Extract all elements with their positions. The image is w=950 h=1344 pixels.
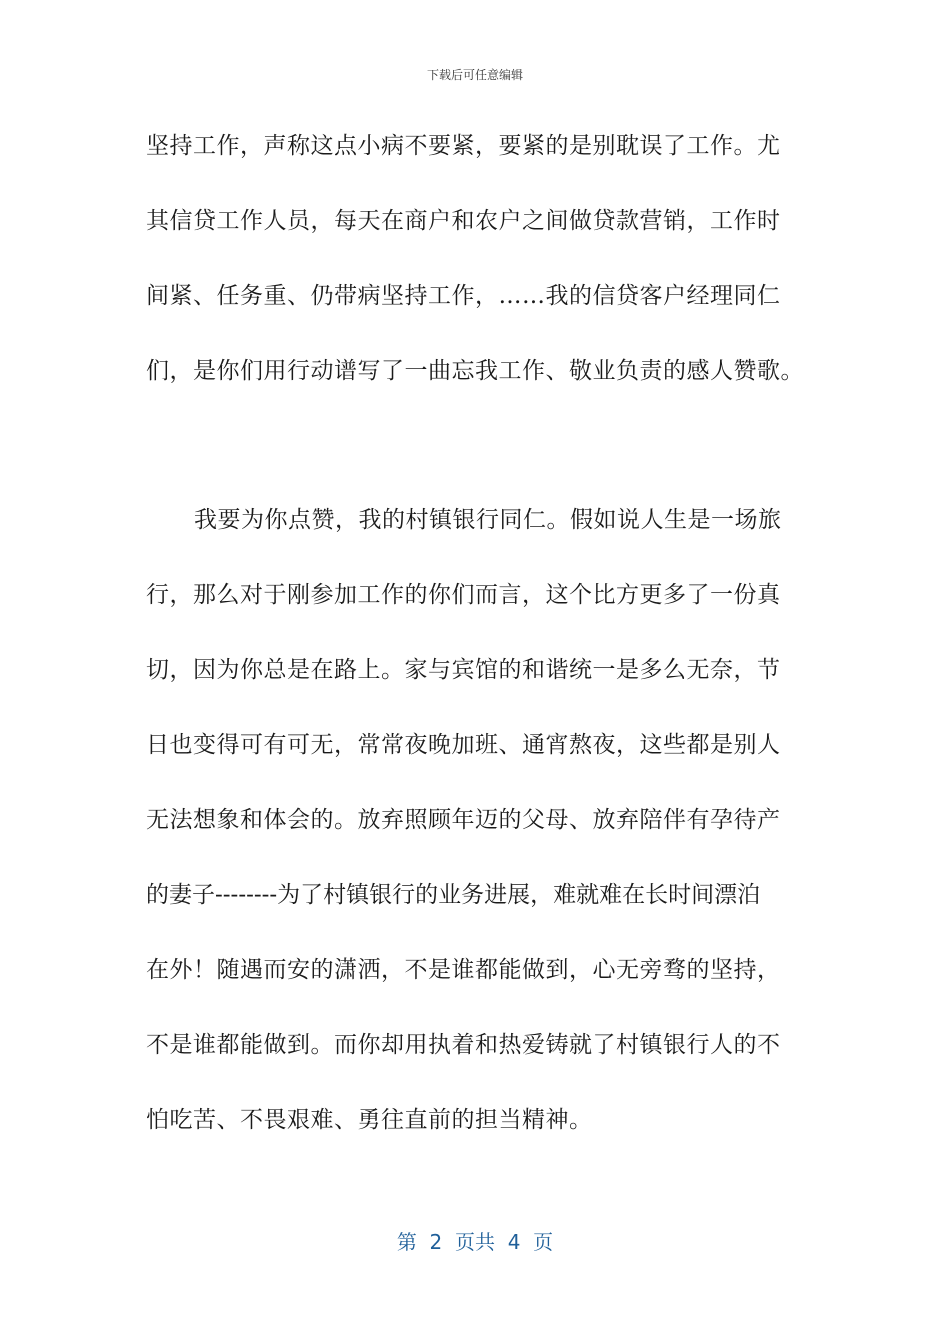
paragraph-line: 不是谁都能做到。而你却用执着和热爱铸就了村镇银行人的不 bbox=[146, 1032, 781, 1058]
paragraph-line: 在外！随遇而安的潇洒，不是谁都能做到，心无旁骛的坚持， bbox=[146, 957, 781, 983]
paragraph-line: 间紧、任务重、仍带病坚持工作，……我的信贷客户经理同仁 bbox=[146, 283, 781, 309]
page-number-footer: 第 2 页共 4 页 bbox=[396, 1230, 554, 1254]
header-note: 下载后可任意编辑 bbox=[426, 68, 523, 82]
paragraph-line: 我要为你点赞，我的村镇银行同仁。假如说人生是一场旅 bbox=[194, 507, 782, 533]
paragraph-line: 坚持工作，声称这点小病不要紧，要紧的是别耽误了工作。尤 bbox=[146, 133, 781, 159]
paragraph-line: 日也变得可有可无，常常夜晚加班、通宵熬夜，这些都是别人 bbox=[146, 732, 781, 758]
paragraph-line: 的妻子--------为了村镇银行的业务进展，难就难在长时间漂泊 bbox=[146, 882, 761, 908]
paragraph-line: 怕吃苦、不畏艰难、勇往直前的担当精神。 bbox=[146, 1107, 593, 1133]
paragraph-line: 行，那么对于刚参加工作的你们而言，这个比方更多了一份真 bbox=[146, 582, 781, 608]
paragraph-line: 其信贷工作人员，每天在商户和农户之间做贷款营销，工作时 bbox=[146, 208, 781, 234]
paragraph-line: 们，是你们用行动谱写了一曲忘我工作、敬业负责的感人赞歌。 bbox=[146, 358, 804, 384]
paragraph-line: 切，因为你总是在路上。家与宾馆的和谐统一是多么无奈，节 bbox=[146, 657, 781, 683]
paragraph-line: 无法想象和体会的。放弃照顾年迈的父母、放弃陪伴有孕待产 bbox=[146, 807, 781, 833]
